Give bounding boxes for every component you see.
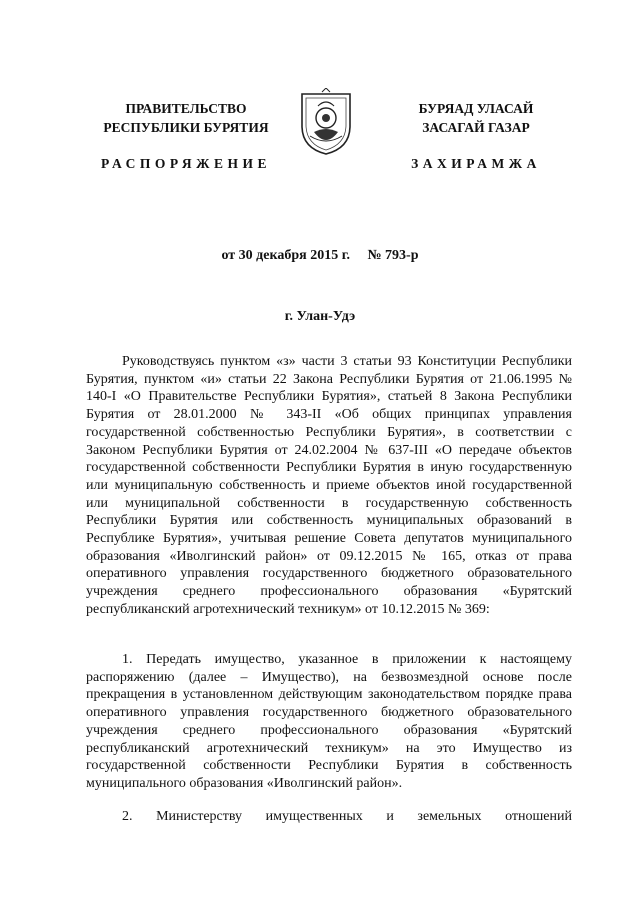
preamble-paragraph: Руководствуясь пунктом «з» части 3 статьи 93 Конституции Республики Бурятия, пунктом «и» статьи 22 Закона Республики Бурятия от 21.06.1995 № 140-I «О Правительстве Республики Бурятия», статьей 8 Закона Республики Бурятия от 28.01.2000 № 343-II «Об общих принципах управления государственной собственностью Республики Бурятия», в соответствии с Законом Республики Бурятия от 24.02.2004 № 637-III «О передаче объектов государственной собственности Республики Бурятия в иную государственную или муниципальную собственность и приеме объектов иной государственной или муниципальной собственности в государственную собственность Республики Бурятия или собственность муниципальных образований в Республике Бурятия», учитывая решение Совета депутатов муниципального образования «Иволгинский район» от 09.12.2015 № 165, отказ от права оперативного управления государственного бюджетного образовательного учреждения среднего профессионального образования «Бурятский республиканский агротехнический техникум» от 10.12.2015 № 369: (86, 354, 572, 617)
document-type-bua: ЗАХИРАМЖА (411, 156, 541, 171)
coat-of-arms-icon (298, 88, 354, 156)
item-1-paragraph: 1. Передать имущество, указанное в приложении к настоящему распоряжению (далее – Имущество), на безвозмездной основе после прекращения в установленном действующим законодательством порядке права оперативного управления государственного бюджетного образовательного учреждения среднего профессионального образования «Бурятский республиканский агротехнический техникум» на это Имущество из государственной собственности Республики Бурятия в собственность муниципального образования «Иволгинский район». (86, 652, 572, 791)
document-date: от 30 декабря 2015 г. (221, 248, 350, 263)
document-number: № 793-р (367, 248, 419, 263)
government-name-line1: ПРАВИТЕЛЬСТВО (125, 101, 247, 116)
government-name-bua-line2: ЗАСАГАЙ ГАЗАР (422, 120, 530, 135)
item-2-paragraph: 2. Министерству имущественных и земельных отношений (122, 809, 572, 824)
government-name-bua-line1: БУРЯАД УЛАСАЙ (418, 101, 534, 116)
document-type-ru: РАСПОРЯЖЕНИЕ (100, 156, 272, 171)
item-1-section (86, 651, 572, 793)
preamble-section (86, 353, 572, 619)
document-dateline (0, 248, 640, 264)
item-2-section (86, 808, 572, 826)
government-name-line2: РЕСПУБЛИКИ БУРЯТИЯ (103, 120, 269, 135)
header-right (376, 99, 576, 173)
header-left (86, 99, 286, 173)
document-city: г. Улан-Удэ (284, 309, 356, 324)
